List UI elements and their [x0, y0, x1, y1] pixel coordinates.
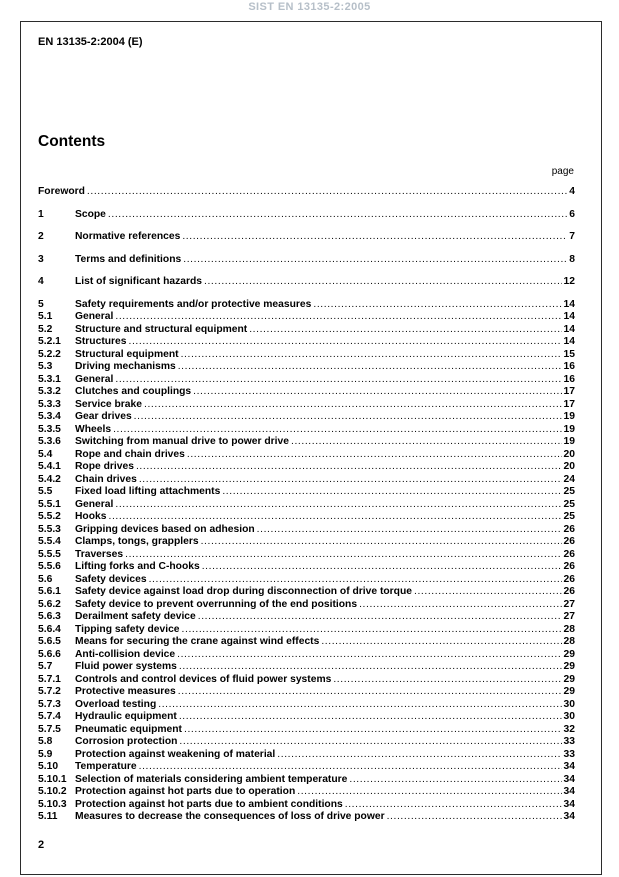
- toc-row: [38, 536, 575, 549]
- leader-dots: [179, 661, 562, 674]
- toc-entry-number: 5.5.6: [38, 561, 61, 572]
- toc-entry-title: Structural equipment: [75, 348, 179, 360]
- toc-row: [38, 561, 575, 574]
- toc-entry-page: 34: [563, 786, 575, 797]
- toc-entry-number: 5.5: [38, 486, 53, 497]
- toc-row: [38, 661, 575, 674]
- leader-dots: [182, 231, 567, 244]
- toc-row: [38, 276, 575, 289]
- toc-row: [38, 311, 575, 324]
- toc-entry-title: Fluid power systems: [75, 661, 177, 672]
- toc-row: [38, 749, 575, 762]
- toc-entry-title: Means for securing the crane against wind effects: [75, 636, 320, 647]
- toc-entry-title: Protection against weakening of material: [75, 748, 276, 760]
- toc-entry-number: 5.6.6: [38, 648, 61, 660]
- leader-dots: [87, 186, 567, 199]
- toc-entry-number: 5.10: [38, 761, 59, 772]
- toc-entry-number: 5.4.1: [38, 461, 61, 472]
- leader-dots: [134, 411, 562, 424]
- toc-entry-title: Driving mechanisms: [75, 361, 176, 372]
- toc-entry-title: Structure and structural equipment: [75, 323, 248, 335]
- toc-entry-title: Derailment safety device: [75, 611, 196, 622]
- toc-entry-number: 5.4: [38, 448, 53, 460]
- leader-dots: [277, 749, 561, 762]
- toc-entry-page: 19: [563, 436, 575, 447]
- toc-entry-number: 5.10.2: [38, 786, 67, 797]
- toc-entry-number: 5.6.2: [38, 598, 61, 610]
- leader-dots: [184, 724, 562, 737]
- toc-row: [38, 599, 575, 612]
- toc-row: [38, 231, 575, 244]
- toc-entry-number: 5.7.5: [38, 723, 61, 735]
- toc-row: [38, 711, 575, 724]
- toc-entry-page: 14: [563, 311, 575, 322]
- toc-entry-page: 25: [563, 486, 575, 497]
- toc-entry-number: 5.3.5: [38, 423, 61, 435]
- toc-row: [38, 624, 575, 637]
- toc-row: [38, 761, 575, 774]
- toc-entry-number: 5.7.3: [38, 698, 61, 710]
- toc-row: [38, 324, 575, 337]
- toc-entry-number: 5.10.3: [38, 798, 67, 810]
- toc-entry-page: 25: [563, 511, 575, 522]
- toc-entry-title: Switching from manual drive to power drive: [75, 436, 289, 447]
- leader-dots: [333, 674, 561, 687]
- leader-dots: [158, 699, 561, 712]
- leader-dots: [321, 636, 561, 649]
- toc-entry-title: Hooks: [75, 511, 107, 522]
- toc-entry-page: 30: [563, 711, 575, 722]
- leader-dots: [359, 599, 561, 612]
- toc-entry-title: Safety devices: [75, 573, 147, 585]
- toc-entry-page: 26: [563, 586, 575, 597]
- toc-row: [38, 574, 575, 587]
- toc-entry-page: 29: [563, 686, 575, 697]
- watermark: SIST EN 13135-2:2005: [248, 1, 371, 13]
- toc-entry-title: Gear drives: [75, 411, 132, 422]
- leader-dots: [115, 374, 561, 387]
- toc-entry-page: 25: [563, 498, 575, 510]
- leader-dots: [108, 511, 561, 524]
- toc-entry-title: General: [75, 498, 114, 510]
- leader-dots: [204, 276, 562, 289]
- toc-entry-title: Protective measures: [75, 686, 176, 697]
- toc-entry-page: 15: [563, 348, 575, 360]
- toc-entry-number: 5.7.1: [38, 673, 61, 685]
- toc-row: [38, 209, 575, 222]
- toc-row: [38, 549, 575, 562]
- leader-dots: [345, 799, 562, 812]
- toc-entry-title: Wheels: [75, 423, 112, 435]
- toc-row: [38, 611, 575, 624]
- toc-row: [38, 724, 575, 737]
- toc-entry-page: 8: [569, 253, 575, 265]
- toc-entry-page: 34: [563, 811, 575, 822]
- leader-dots: [139, 761, 562, 774]
- toc-entry-title: Clamps, tongs, grapplers: [75, 536, 199, 547]
- toc-entry-title: Structures: [75, 336, 127, 347]
- toc-entry-page: 4: [569, 186, 575, 197]
- toc-row: [38, 511, 575, 524]
- toc-entry-title: Corrosion protection: [75, 736, 178, 747]
- toc-row: [38, 336, 575, 349]
- leader-dots: [202, 561, 562, 574]
- toc-entry-number: 5.4.2: [38, 473, 61, 485]
- toc-entry-number: 5.9: [38, 748, 53, 760]
- toc-entry-title: Pneumatic equipment: [75, 723, 182, 735]
- leader-dots: [129, 336, 562, 349]
- toc-entry-title: Traverses: [75, 548, 124, 560]
- toc-entry-page: 12: [563, 276, 575, 287]
- toc-entry-page: 7: [569, 231, 575, 242]
- toc-entry-number: 2: [38, 231, 44, 242]
- toc-entry-title: Gripping devices based on adhesion: [75, 523, 255, 535]
- footer-page-number: 2: [38, 839, 45, 851]
- leader-dots: [108, 209, 567, 222]
- toc-entry-number: 5.3.3: [38, 398, 61, 410]
- toc-entry-title: Safety device to prevent overrunning of the end positions: [75, 598, 358, 610]
- toc-entry-number: 5.5.3: [38, 523, 61, 535]
- toc-entry-number: 5.5.1: [38, 498, 61, 510]
- toc-entry-title: Controls and control devices of fluid power systems: [75, 673, 332, 685]
- toc-entry-title: Foreword: [38, 186, 85, 197]
- toc-entry-number: 5.6.3: [38, 611, 61, 622]
- toc-entry-page: 26: [563, 573, 575, 585]
- toc-entry-number: 5.11: [38, 811, 58, 822]
- leader-dots: [183, 254, 567, 267]
- toc-entry-page: 26: [563, 561, 575, 572]
- toc-entry-number: 5.6.5: [38, 636, 61, 647]
- toc-entry-page: 24: [563, 473, 575, 485]
- toc-entry-title: Rope drives: [75, 461, 134, 472]
- leader-dots: [349, 774, 561, 787]
- toc-entry-page: 34: [563, 773, 575, 785]
- toc-row: [38, 349, 575, 362]
- toc-entry-page: 16: [563, 373, 575, 385]
- toc-row: [38, 736, 575, 749]
- toc-row: [38, 424, 575, 437]
- leader-dots: [313, 299, 561, 312]
- leader-dots: [139, 474, 562, 487]
- toc-entry-title: Measures to decrease the consequences of loss of drive power: [75, 811, 385, 822]
- toc-entry-number: 5.3.2: [38, 386, 61, 397]
- toc-entry-title: List of significant hazards: [75, 276, 203, 287]
- toc-row: [38, 411, 575, 424]
- toc-entry-title: Protection against hot parts due to operation: [75, 786, 296, 797]
- toc-entry-number: 5.2: [38, 323, 53, 335]
- toc-row: [38, 361, 575, 374]
- toc-entry-title: Selection of materials considering ambient temperature: [75, 773, 348, 785]
- toc-entry-title: Lifting forks and C-hooks: [75, 561, 200, 572]
- toc-entry-page: 28: [563, 636, 575, 647]
- toc-row: [38, 586, 575, 599]
- toc-entry-title: Rope and chain drives: [75, 448, 185, 460]
- toc-entry-title: General: [75, 311, 114, 322]
- toc-entry-page: 17: [563, 386, 575, 397]
- leader-dots: [387, 811, 562, 824]
- toc-entry-title: Chain drives: [75, 473, 137, 485]
- toc-entry-title: General: [75, 373, 114, 385]
- toc-entry-page: 28: [563, 623, 575, 635]
- toc-entry-page: 29: [563, 661, 575, 672]
- toc-row: [38, 299, 575, 312]
- toc-entry-page: 34: [563, 761, 575, 772]
- leader-dots: [414, 586, 562, 599]
- toc-entry-page: 19: [563, 411, 575, 422]
- leader-dots: [291, 436, 562, 449]
- toc-entry-number: 5: [38, 298, 44, 310]
- toc-entry-title: Temperature: [75, 761, 137, 772]
- toc-entry-page: 27: [563, 611, 575, 622]
- toc-entry-page: 14: [563, 336, 575, 347]
- page-column-label: page: [551, 166, 574, 177]
- toc-entry-page: 30: [563, 698, 575, 710]
- toc-row: [38, 774, 575, 787]
- toc-row: [38, 474, 575, 487]
- document-id: EN 13135-2:2004 (E): [38, 36, 143, 48]
- toc-entry-page: 26: [563, 536, 575, 547]
- toc-entry-number: 5.10.1: [38, 773, 67, 785]
- leader-dots: [257, 524, 562, 537]
- toc-entry-title: Terms and definitions: [75, 253, 182, 265]
- leader-dots: [201, 536, 562, 549]
- toc-entry-number: 5.3.6: [38, 436, 61, 447]
- leader-dots: [115, 311, 561, 324]
- toc-entry-page: 16: [563, 361, 575, 372]
- toc-row: [38, 674, 575, 687]
- leader-dots: [179, 711, 562, 724]
- toc-entry-number: 5.7.2: [38, 686, 61, 697]
- toc-entry-page: 33: [563, 748, 575, 760]
- toc-entry-page: 26: [563, 548, 575, 560]
- leader-dots: [249, 324, 561, 337]
- toc-entry-number: 5.5.5: [38, 548, 61, 560]
- toc-entry-number: 5.2.1: [38, 336, 61, 347]
- toc-entry-number: 5.8: [38, 736, 53, 747]
- toc-entry-title: Tipping safety device: [75, 623, 180, 635]
- toc-entry-page: 29: [563, 648, 575, 660]
- toc-row: [38, 399, 575, 412]
- toc-entry-title: Clutches and couplings: [75, 386, 192, 397]
- toc-row: [38, 686, 575, 699]
- toc-entry-title: Scope: [75, 208, 106, 220]
- toc-entry-number: 5.1: [38, 311, 53, 322]
- toc-entry-title: Anti-collision device: [75, 648, 176, 660]
- toc-entry-title: Fixed load lifting attachments: [75, 486, 221, 497]
- toc-entry-title: Overload testing: [75, 698, 157, 710]
- toc-row: [38, 461, 575, 474]
- toc-entry-number: 5.6.1: [38, 586, 61, 597]
- toc-entry-page: 6: [569, 208, 575, 220]
- toc-row: [38, 786, 575, 799]
- toc-entry-page: 29: [563, 673, 575, 685]
- leader-dots: [297, 786, 561, 799]
- leader-dots: [136, 461, 562, 474]
- toc-entry-page: 17: [563, 398, 575, 410]
- toc-row: [38, 524, 575, 537]
- leader-dots: [187, 449, 562, 462]
- leader-dots: [149, 574, 562, 587]
- leader-dots: [179, 736, 561, 749]
- toc-entry-page: 14: [563, 298, 575, 310]
- toc-row: [38, 811, 575, 824]
- toc-entry-page: 20: [563, 448, 575, 460]
- toc-entry-page: 32: [563, 723, 575, 735]
- toc-entry-page: 33: [563, 736, 575, 747]
- toc-entry-title: Safety requirements and/or protective measures: [75, 298, 312, 310]
- toc-row: [38, 636, 575, 649]
- toc-entry-number: 5.3: [38, 361, 53, 372]
- toc-entry-title: Hydraulic equipment: [75, 711, 177, 722]
- toc-row: [38, 254, 575, 267]
- toc-entry-number: 5.5.2: [38, 511, 61, 522]
- toc-entry-page: 34: [563, 798, 575, 810]
- toc-entry-number: 5.6.4: [38, 623, 61, 635]
- toc-entry-number: 5.2.2: [38, 348, 61, 360]
- toc-row: [38, 699, 575, 712]
- toc-entry-number: 5.3.1: [38, 373, 61, 385]
- toc-entry-number: 1: [38, 208, 44, 220]
- contents-title: Contents: [38, 133, 106, 150]
- leader-dots: [222, 486, 561, 499]
- toc-row: [38, 386, 575, 399]
- leader-dots: [178, 686, 562, 699]
- toc-list: [38, 186, 575, 824]
- toc-row: [38, 499, 575, 512]
- leader-dots: [115, 499, 561, 512]
- toc-entry-title: Safety device against load drop during disconnection of drive torque: [75, 586, 412, 597]
- toc-row: [38, 799, 575, 812]
- toc-entry-page: 20: [563, 461, 575, 472]
- leader-dots: [193, 386, 561, 399]
- toc-row: [38, 649, 575, 662]
- toc-entry-title: Protection against hot parts due to ambient conditions: [75, 798, 343, 810]
- leader-dots: [181, 349, 562, 362]
- toc-entry-page: 14: [563, 323, 575, 335]
- toc-row: [38, 449, 575, 462]
- toc-entry-page: 19: [563, 423, 575, 435]
- toc-entry-title: Service brake: [75, 398, 142, 410]
- toc-entry-number: 5.5.4: [38, 536, 61, 547]
- leader-dots: [182, 624, 562, 637]
- leader-dots: [125, 549, 561, 562]
- leader-dots: [113, 424, 561, 437]
- toc-entry-page: 26: [563, 523, 575, 535]
- toc-entry-title: Normative references: [75, 231, 181, 242]
- leader-dots: [198, 611, 562, 624]
- toc-row: [38, 436, 575, 449]
- toc-entry-number: 3: [38, 253, 44, 265]
- leader-dots: [177, 649, 561, 662]
- toc-entry-page: 27: [563, 598, 575, 610]
- toc-row: [38, 374, 575, 387]
- toc-entry-number: 5.7.4: [38, 711, 61, 722]
- toc-row: [38, 486, 575, 499]
- toc-entry-number: 5.7: [38, 661, 53, 672]
- toc-entry-number: 5.6: [38, 573, 53, 585]
- toc-entry-number: 5.3.4: [38, 411, 61, 422]
- leader-dots: [178, 361, 562, 374]
- leader-dots: [144, 399, 562, 412]
- toc-row: [38, 186, 575, 199]
- toc-entry-number: 4: [38, 276, 44, 287]
